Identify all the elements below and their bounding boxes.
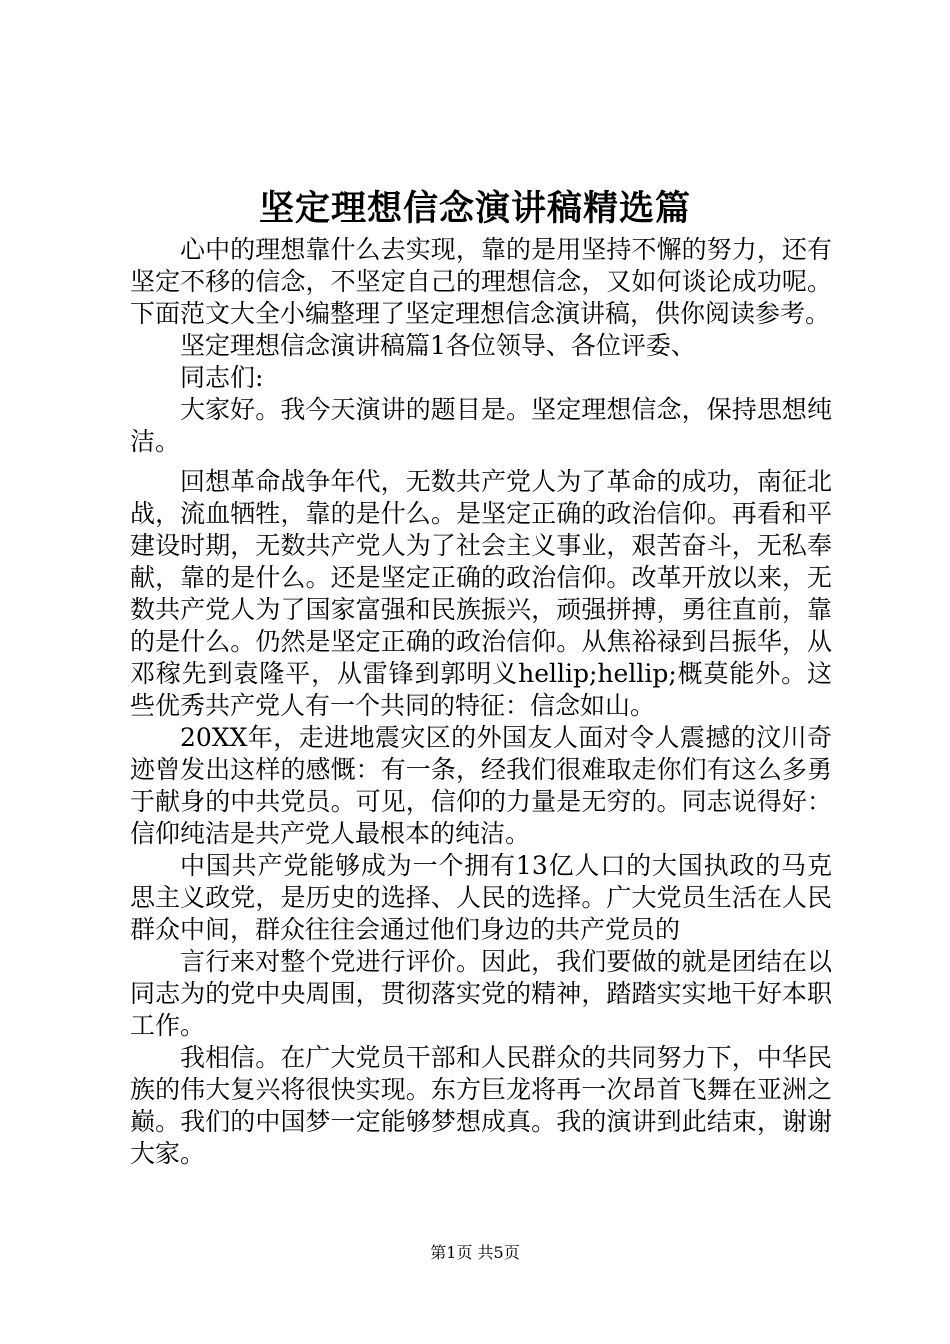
document-title: 坚定理想信念演讲稿精选篇 xyxy=(258,188,691,229)
paragraph-heading-line: 坚定理想信念演讲稿篇1各位领导、各位评委、 xyxy=(180,331,696,360)
paragraph-conclusion: 我相信。在广大党员干部和人民群众的共同努力下，中华民族的伟大复兴将很快实现。东方巨龙将再一次昂首飞舞在亚洲之巅。我们的中国梦一定能够梦想成真。我的演讲到此结束，谢谢大家。 xyxy=(130,1043,832,1168)
paragraph-salutation: 同志们: xyxy=(180,363,264,392)
paragraph-greeting: 大家好。我今天演讲的题目是。坚定理想信念，保持思想纯洁。 xyxy=(130,395,832,456)
paragraph-history: 回想革命战争年代，无数共产党人为了革命的成功，南征北战，流血牺牲，靠的是什么。是坚定正确的政治信仰。再看和平建设时期，无数共产党人为了社会主义事业，艰苦奋斗，无私奉献，靠的是什么。还是坚定正确的政治信仰。改革开放以来，无数共产党人为了国家富强和民族振兴，顽强拼搏，勇往直前，靠的是什么。仍然是坚定正确的政治信仰。从焦裕禄到吕振华，从邓稼先到袁隆平，从雷锋到郭明义hellip;hellip;概莫能外。这些优秀共产党人有一个共同的特征：信念如山。 xyxy=(130,467,832,720)
page-number-footer: 第1页 共5页 xyxy=(430,1243,520,1262)
paragraph-intro: 心中的理想靠什么去实现，靠的是用坚持不懈的努力，还有坚定不移的信念，不坚定自己的理想信念，又如何谈论成功呢。下面范文大全小编整理了坚定理想信念演讲稿，供你阅读参考。 xyxy=(130,235,832,328)
paragraph-wenchuan: 20XX年，走进地震灾区的外国友人面对令人震撼的汶川奇迹曾发出这样的感慨：有一条，经我们很难取走你们有这么多勇于献身的中共党员。可见，信仰的力量是无穷的。同志说得好：信仰纯洁是共产党人最根本的纯洁。 xyxy=(130,723,832,848)
paragraph-party: 中国共产党能够成为一个拥有13亿人口的大国执政的马克思主义政党，是历史的选择、人民的选择。广大党员生活在人民群众中间，群众往往会通过他们身边的共产党员的 xyxy=(130,851,832,944)
document-body xyxy=(130,234,832,1170)
paragraph-conduct: 言行来对整个党进行评价。因此，我们要做的就是团结在以同志为的党中央周围，贯彻落实党的精神，踏踏实实地干好本职工作。 xyxy=(130,947,832,1040)
